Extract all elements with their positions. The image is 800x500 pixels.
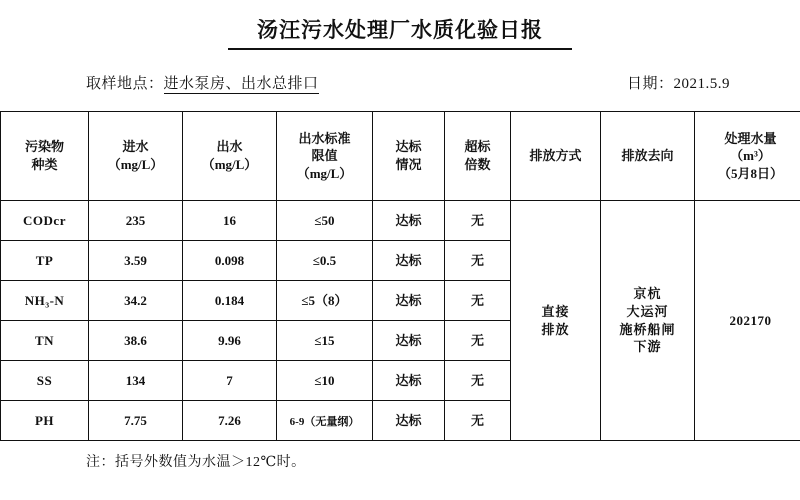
cell-effluent: 9.96 xyxy=(183,321,277,361)
table-note: 注：括号外数值为水温＞12℃时。 xyxy=(86,455,306,470)
cell-exceed: 无 xyxy=(445,321,511,361)
header-influent: 进水 （mg/L） xyxy=(89,112,183,201)
cell-effluent: 0.098 xyxy=(183,241,277,281)
cell-discharge-dest: 京杭 大运河 施桥船闸 下游 xyxy=(601,201,695,441)
cell-limit: 6-9（无量纲） xyxy=(277,401,373,441)
cell-limit: ≤0.5 xyxy=(277,241,373,281)
cell-exceed: 无 xyxy=(445,401,511,441)
cell-influent: 38.6 xyxy=(89,321,183,361)
cell-parameter: TP xyxy=(1,241,89,281)
header-row xyxy=(1,112,800,201)
header-effluent: 出水 （mg/L） xyxy=(183,112,277,201)
sampling-location xyxy=(86,72,319,93)
cell-limit: ≤10 xyxy=(277,361,373,401)
cell-influent: 3.59 xyxy=(89,241,183,281)
header-discharge-dest: 排放去向 xyxy=(601,112,695,201)
date-label: 日期： xyxy=(626,76,674,92)
cell-effluent: 7 xyxy=(183,361,277,401)
water-quality-table xyxy=(0,111,800,441)
cell-exceed: 无 xyxy=(445,201,511,241)
cell-influent: 7.75 xyxy=(89,401,183,441)
cell-exceed: 无 xyxy=(445,241,511,281)
cell-compliance: 达标 xyxy=(373,281,445,321)
cell-parameter: SS xyxy=(1,361,89,401)
table-row xyxy=(1,201,800,241)
header-volume: 处理水量 （m³） （5月8日） xyxy=(695,112,800,201)
cell-influent: 34.2 xyxy=(89,281,183,321)
cell-discharge-mode: 直接 排放 xyxy=(511,201,601,441)
page-title: 汤汪污水处理厂水质化验日报 xyxy=(257,18,543,42)
meta-row xyxy=(0,50,800,93)
cell-limit: ≤5（8） xyxy=(277,281,373,321)
sampling-value: 进水泵房、出水总排口 xyxy=(163,76,319,92)
cell-parameter: TN xyxy=(1,321,89,361)
cell-influent: 235 xyxy=(89,201,183,241)
cell-parameter: PH xyxy=(1,401,89,441)
cell-compliance: 达标 xyxy=(373,361,445,401)
date-value: 2021.5.9 xyxy=(673,76,730,92)
cell-effluent: 7.26 xyxy=(183,401,277,441)
cell-compliance: 达标 xyxy=(373,201,445,241)
header-parameter: 污染物 种类 xyxy=(1,112,89,201)
cell-parameter: NH₃-N xyxy=(1,281,89,321)
cell-compliance: 达标 xyxy=(373,401,445,441)
cell-compliance: 达标 xyxy=(373,241,445,281)
sampling-label: 取样地点： xyxy=(86,76,164,92)
cell-effluent: 0.184 xyxy=(183,281,277,321)
header-limit: 出水标准 限值 （mg/L） xyxy=(277,112,373,201)
table-body xyxy=(1,201,800,441)
cell-volume: 202170 xyxy=(695,201,800,441)
cell-compliance: 达标 xyxy=(373,321,445,361)
report-date xyxy=(627,72,744,93)
cell-exceed: 无 xyxy=(445,361,511,401)
header-compliance: 达标 情况 xyxy=(373,112,445,201)
header-discharge-mode: 排放方式 xyxy=(511,112,601,201)
cell-effluent: 16 xyxy=(183,201,277,241)
cell-limit: ≤15 xyxy=(277,321,373,361)
cell-limit: ≤50 xyxy=(277,201,373,241)
table-header xyxy=(1,112,800,201)
cell-parameter: CODcr xyxy=(1,201,89,241)
cell-influent: 134 xyxy=(89,361,183,401)
header-exceed: 超标 倍数 xyxy=(445,112,511,201)
cell-exceed: 无 xyxy=(445,281,511,321)
